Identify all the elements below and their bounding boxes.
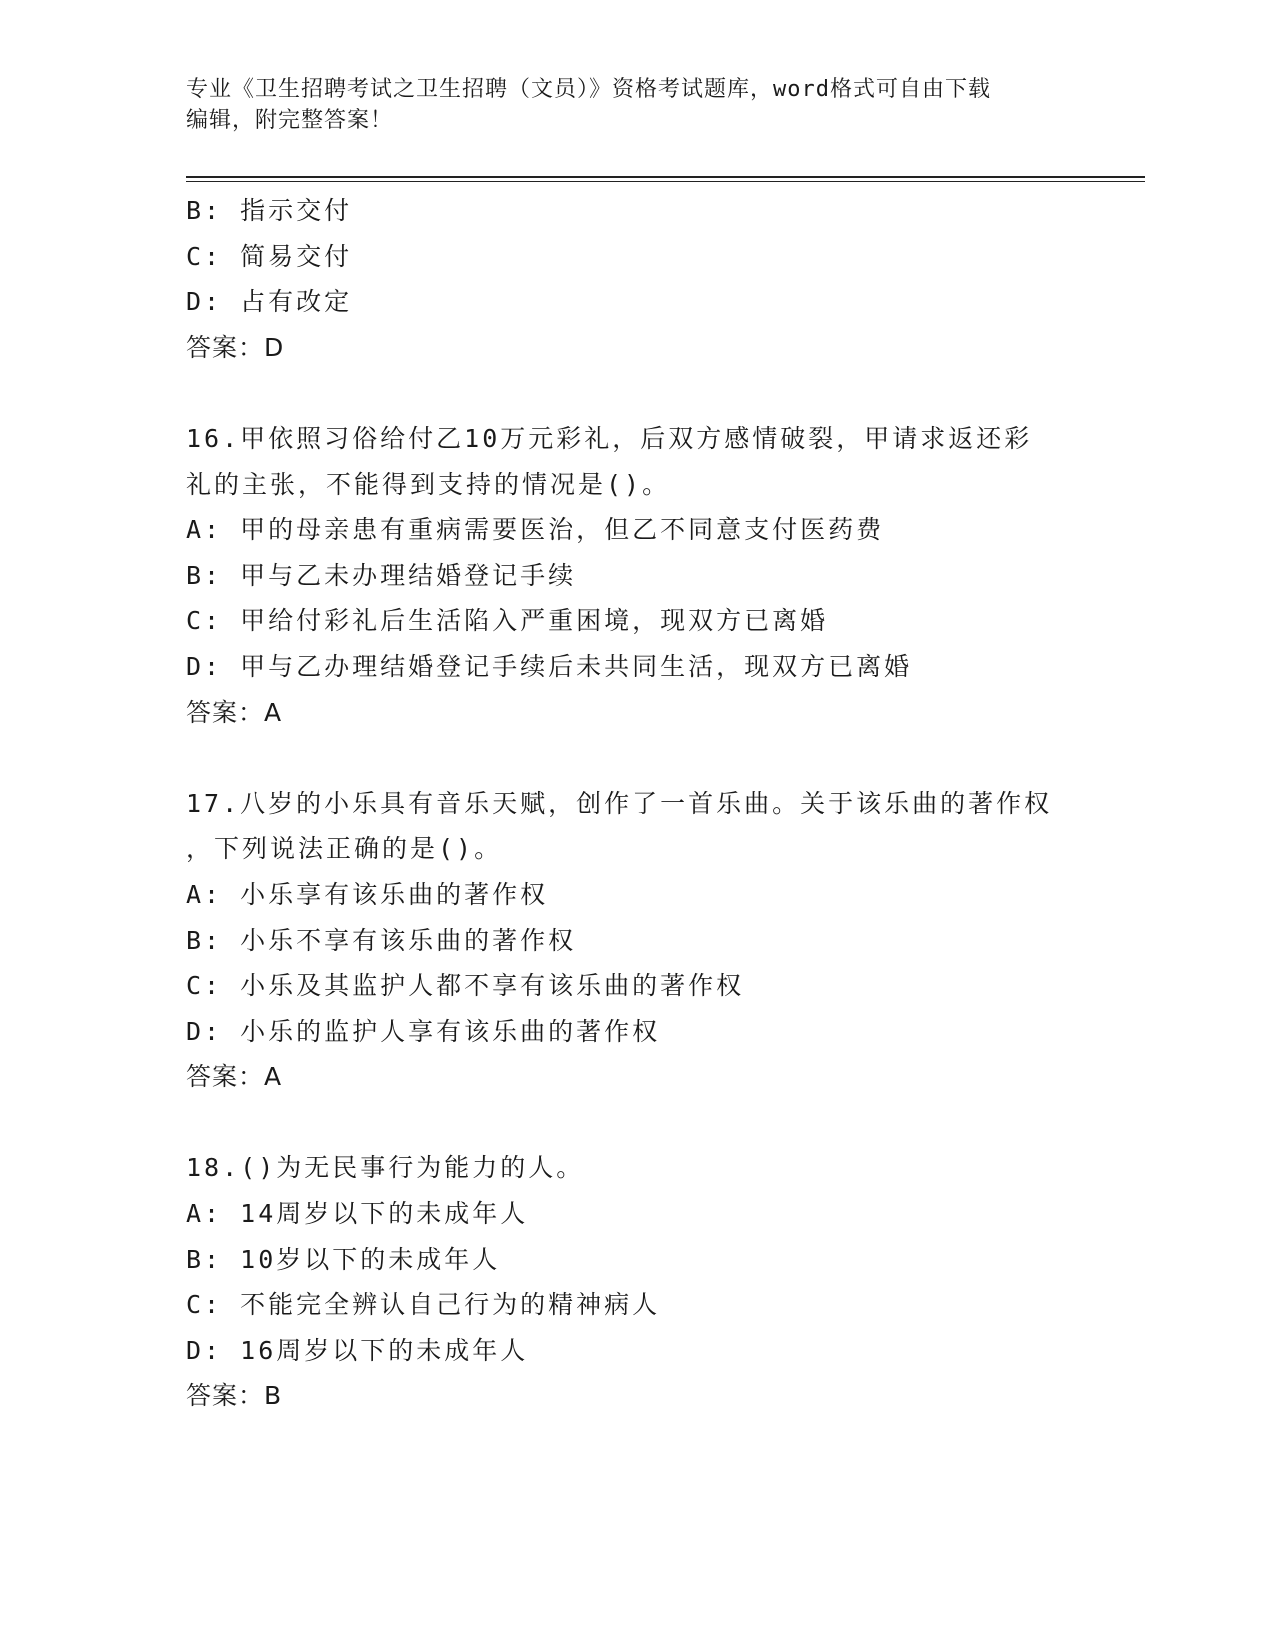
header-divider-thin [186,181,1145,182]
header-line-1: 专业《卫生招聘考试之卫生招聘（文员）》资格考试题库，word格式可自由下载 [186,77,991,102]
option-b: B: 指示交付 [186,196,353,225]
option-c: C: 小乐及其监护人都不享有该乐曲的著作权 [186,971,745,1001]
option-c: C: 甲给付彩礼后生活陷入严重困境，现双方已离婚 [186,606,829,636]
spacer [186,1100,1086,1146]
question-18 [186,1145,1086,1419]
answer-line: 答案：A [186,697,283,727]
question-16 [186,416,1086,735]
header-divider-thick [186,176,1145,178]
question-15-tail [186,188,1086,370]
answer-line: 答案：B [186,1381,283,1411]
option-d: D: 占有改定 [186,287,353,317]
answer-line: 答案：D [186,332,285,362]
option-d: D: 甲与乙办理结婚登记手续后未共同生活，现双方已离婚 [186,651,913,681]
document-header [186,74,1066,136]
question-stem: 16.甲依照习俗给付乙10万元彩礼，后双方感情破裂，甲请求返还彩 [186,423,1033,453]
question-stem-continued: 礼的主张，不能得到支持的情况是()。 [186,469,671,499]
answer-line: 答案：A [186,1062,283,1092]
option-c: C: 简易交付 [186,241,353,271]
option-a: A: 甲的母亲患有重病需要医治，但乙不同意支付医药费 [186,515,885,545]
spacer [186,735,1086,781]
option-a: A: 14周岁以下的未成年人 [186,1199,529,1229]
option-c: C: 不能完全辨认自己行为的精神病人 [186,1290,661,1320]
option-b: B: 10岁以下的未成年人 [186,1244,501,1274]
option-a: A: 小乐享有该乐曲的著作权 [186,879,549,909]
option-d: D: 16周岁以下的未成年人 [186,1335,529,1365]
spacer [186,370,1086,416]
question-stem: 17.八岁的小乐具有音乐天赋，创作了一首乐曲。关于该乐曲的著作权 [186,788,1053,818]
question-stem-continued: ，下列说法正确的是()。 [186,834,503,864]
question-content [186,188,1086,1419]
option-d: D: 小乐的监护人享有该乐曲的著作权 [186,1016,661,1046]
question-17 [186,781,1086,1100]
header-line-2: 编辑，附完整答案！ [186,108,394,133]
option-b: B: 甲与乙未办理结婚登记手续 [186,560,577,590]
option-b: B: 小乐不享有该乐曲的著作权 [186,925,577,955]
question-stem: 18.()为无民事行为能力的人。 [186,1153,585,1183]
